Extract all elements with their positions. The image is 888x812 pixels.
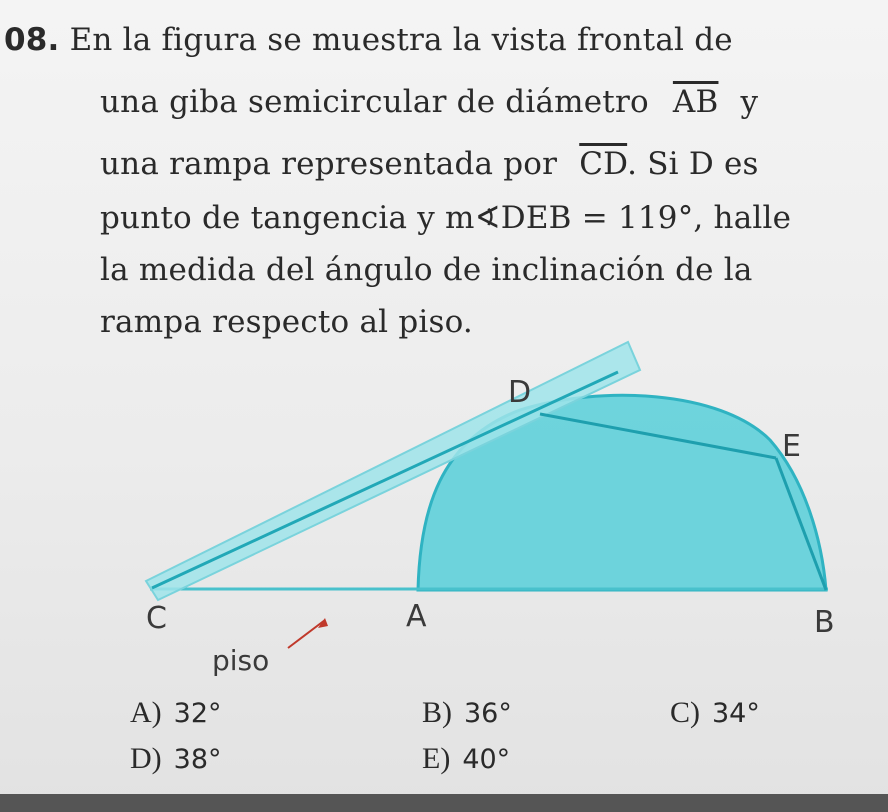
option-b-letter: B): [422, 696, 452, 729]
option-c-value: 34°: [712, 698, 760, 729]
segment-cd: $\overline{CD}$: [579, 146, 628, 182]
hump-ramp-figure: [0, 330, 888, 690]
option-a-value: 32°: [173, 698, 222, 729]
option-a-letter: A): [130, 696, 162, 729]
option-c[interactable]: [670, 696, 760, 730]
problem-line-5: [100, 252, 753, 288]
problem-line-2: [100, 84, 758, 120]
problem-line-1: [4, 22, 733, 58]
problem-line-4: [100, 200, 791, 236]
option-e-value: 40°: [462, 744, 511, 775]
label-c: C: [146, 601, 167, 636]
problem-text-3b: . Si D es: [627, 146, 759, 182]
option-e-letter: E): [422, 742, 451, 775]
label-d: D: [508, 375, 532, 410]
segment-ab: $\overline{AB}$: [672, 84, 719, 120]
problem-number: 08.: [4, 22, 60, 58]
option-a[interactable]: [130, 696, 222, 730]
option-e[interactable]: [422, 742, 510, 776]
floor-arrow: [288, 620, 325, 648]
label-a: A: [406, 599, 427, 634]
problem-text-6: rampa respecto al piso.: [100, 304, 473, 340]
problem-text-4: punto de tangencia y m∢DEB = 119°, halle: [100, 200, 792, 236]
problem-text-2: una giba semicircular de diámetro: [100, 84, 649, 120]
option-b-value: 36°: [464, 698, 512, 729]
connector-y: y: [740, 84, 759, 120]
bottom-edge: [0, 794, 888, 812]
option-d-letter: D): [130, 742, 162, 775]
option-c-letter: C): [670, 696, 700, 729]
option-d[interactable]: [130, 742, 222, 776]
label-b: B: [814, 605, 835, 640]
option-d-value: 38°: [173, 744, 222, 775]
problem-text-1: En la figura se muestra la vista frontal de: [69, 22, 733, 58]
problem-text-5: la medida del ángulo de inclinación de la: [100, 252, 753, 288]
problem-line-3: [100, 146, 759, 182]
problem-text-3: una rampa representada por: [100, 146, 558, 182]
label-e: E: [782, 429, 801, 464]
option-b[interactable]: [422, 696, 512, 730]
label-piso: piso: [212, 644, 270, 677]
